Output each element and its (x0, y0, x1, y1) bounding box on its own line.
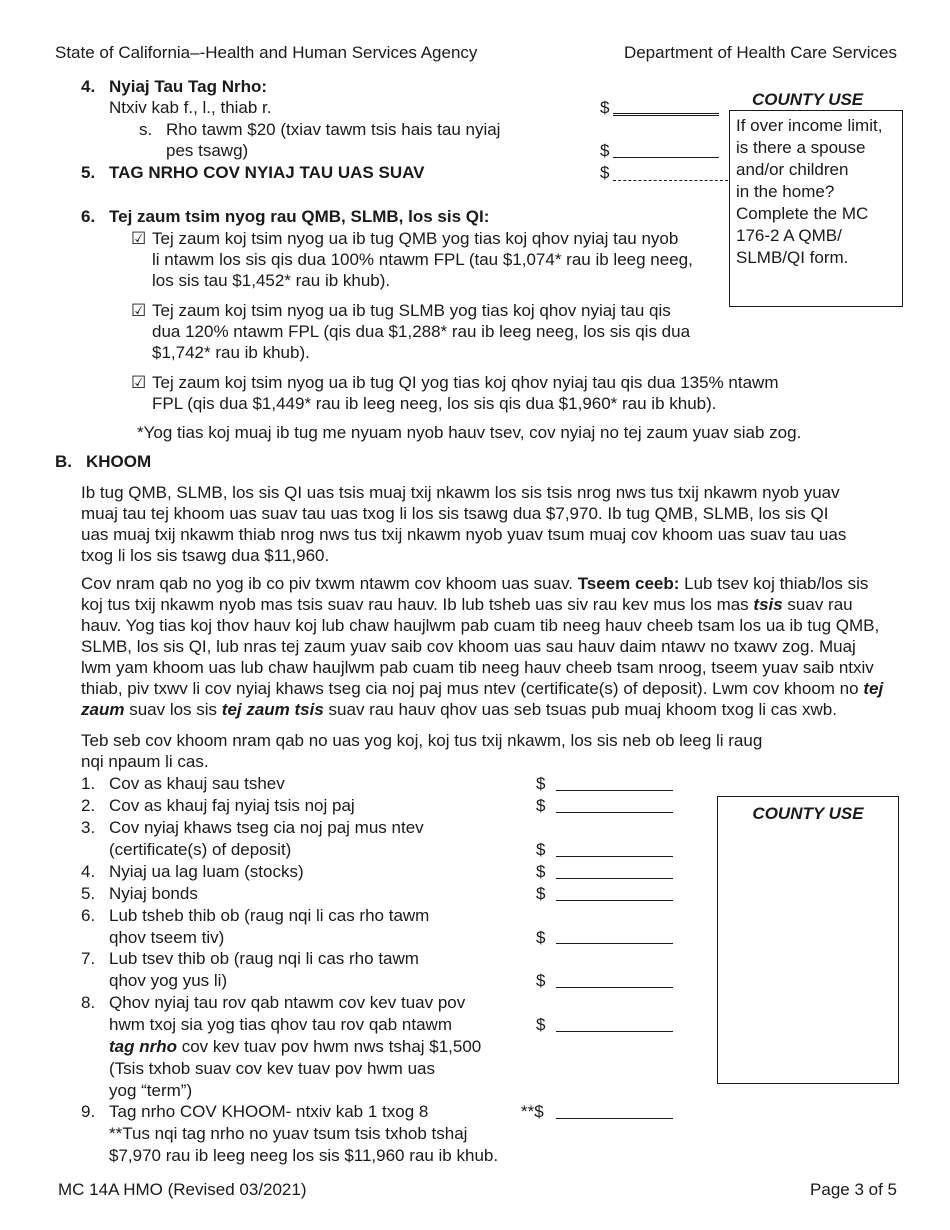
asset-label: Lub tsheb thib ob (raug nqi li cas rho tawm (109, 906, 430, 925)
asset-6-field[interactable] (556, 943, 673, 944)
county-note-line: in the home? (736, 182, 835, 201)
text: koj tus txij nkawm nyob mas tsis suav rau hauv. Ib lub tsheb uas siv rau kev mus los mas (81, 595, 754, 614)
dollar-sign: $ (536, 840, 546, 859)
asset-7-field[interactable] (556, 987, 673, 988)
asset8-line: hwm txoj sia yog tias qhov tau rov qab ntawm (109, 1015, 452, 1034)
asset9-line: $7,970 rau ib leeg neeg los sis $11,960 rau ib khub. (109, 1146, 499, 1165)
checkbox-qmb[interactable]: ☑ (131, 229, 147, 248)
checkbox-slmb[interactable]: ☑ (131, 301, 147, 320)
county-use-box-1 (729, 110, 903, 307)
secB-p1-line: muaj tau tej khoom uas suav tau uas txog li los sis tsawg dua $7,970. Ib tug QMB, SLMB, los sis QI (81, 504, 829, 523)
asset-num: 6. (81, 906, 96, 925)
important-label: Tseem ceeb: (577, 574, 680, 593)
checkbox-qi[interactable]: ☑ (131, 373, 147, 392)
asset-num: 1. (81, 774, 96, 793)
county-note-line: If over income limit, (736, 116, 883, 135)
secB-p2-line (81, 678, 883, 699)
asset-5-field[interactable] (556, 900, 673, 901)
asset-num: 3. (81, 818, 96, 837)
asset-num: 7. (81, 949, 96, 968)
emphasis: zaum (81, 700, 125, 719)
asset-total-field[interactable] (556, 1118, 673, 1119)
sec5-amount-field[interactable] (613, 180, 728, 181)
county-use-title-2: COUNTY USE (752, 804, 864, 823)
text: suav rau (782, 595, 853, 614)
asset-num: 9. (81, 1102, 96, 1121)
dollar-sign: $ (536, 774, 546, 793)
slmb-text: Tej zaum koj tsim nyog ua ib tug SLMB yog tias koj qhov nyiaj tau qis (152, 301, 671, 320)
asset-num: 8. (81, 993, 96, 1012)
text: cov kev tuav pov hwm nws tshaj $1,500 (177, 1037, 482, 1056)
text: suav los sis (124, 700, 222, 719)
asset-3-field[interactable] (556, 856, 673, 857)
asset8-line: Qhov nyiaj tau rov qab ntawm cov kev tuav pov (109, 993, 466, 1012)
sec4-s-text: Rho tawm $20 (txiav tawm tsis hais tau nyiaj (166, 120, 501, 139)
secB-p3-line: Teb seb cov khoom nram qab no uas yog koj, koj tus txij nkawm, los sis neb ob leeg li raug (81, 731, 763, 750)
county-use-title-1: COUNTY USE (752, 90, 864, 109)
asset-label: qhov tseem tiv) (109, 928, 225, 947)
asset-label: Nyiaj bonds (109, 884, 198, 903)
dollar-sign: $ (536, 862, 546, 881)
dollar-sign: $ (600, 141, 610, 160)
asset-label: Cov as khauj sau tshev (109, 774, 285, 793)
asset-1-field[interactable] (556, 790, 673, 791)
emphasis: tej zaum tsis (221, 700, 324, 719)
dollar-sign: $ (536, 884, 546, 903)
asset-label: Nyiaj ua lag luam (stocks) (109, 862, 304, 881)
county-note-line: 176-2 A QMB/ (736, 226, 842, 245)
asset8-line: yog “term”) (109, 1081, 193, 1100)
text: thiab, piv txwv li cov nyiaj khaws tseg cia noj paj mus ntev (certificate(s) of deposit). Lwm cov khoom no (81, 679, 864, 698)
county-note-line: and/or children (736, 160, 849, 179)
secB-p2-line (81, 594, 853, 615)
asset-4-field[interactable] (556, 878, 673, 879)
sec4-amount-field[interactable] (613, 113, 719, 116)
sec4-sub: Ntxiv kab f., l., thiab r. (109, 98, 272, 117)
slmb-text: $1,742* rau ib khub). (152, 343, 310, 362)
secB-p1-line: uas muaj txij nkawm thiab nrog nws tus txij nkawm nyob yuav tsum muaj cov khoom uas suav tau uas (81, 525, 847, 544)
qmb-text: los sis tau $1,452* rau ib khub). (152, 271, 391, 290)
dollar-sign: $ (536, 796, 546, 815)
dollar-sign: $ (536, 928, 546, 947)
qmb-text: li ntawm los sis qis dua 100% ntawm FPL (tau $1,074* rau ib leeg neeg, (152, 250, 693, 269)
sec5-title: TAG NRHO COV NYIAJ TAU UAS SUAV (109, 163, 425, 182)
asset-8-field[interactable] (556, 1031, 673, 1032)
sec6-title: Tej zaum tsim nyog rau QMB, SLMB, los sis QI: (109, 207, 490, 226)
asset8-line (109, 1036, 481, 1057)
asset8-line: (Tsis txhob suav cov kev tuav pov hwm uas (109, 1059, 435, 1078)
qi-text: Tej zaum koj tsim nyog ua ib tug QI yog tias koj qhov nyiaj tau qis dua 135% ntawm (152, 373, 779, 392)
asset-num: 5. (81, 884, 96, 903)
footer-page-number: Page 3 of 5 (810, 1180, 897, 1199)
secB-p3-line: nqi npaum li cas. (81, 752, 209, 771)
county-use-box-2 (717, 796, 899, 1084)
county-note-line: is there a spouse (736, 138, 866, 157)
sec6-num: 6. (81, 207, 96, 226)
qi-text: FPL (qis dua $1,449* rau ib leeg neeg, los sis qis dua $1,960* rau ib khub). (152, 394, 717, 413)
dollar-sign: $ (600, 98, 610, 117)
text: Cov nram qab no yog ib co piv txwm ntawm cov khoom uas suav. (81, 574, 578, 593)
slmb-text: dua 120% ntawm FPL (qis dua $1,288* rau ib leeg neeg, los sis qis dua (152, 322, 691, 341)
county-note-line: SLMB/QI form. (736, 248, 849, 267)
emphasis: tsis (753, 595, 783, 614)
secB-p2-line: hauv. Yog tias koj thov hauv koj lub chaw haujlwm pab cuam tib neeg hauv cheeb tsam los ua ib tug QMB, (81, 616, 880, 635)
sec4-title: Nyiaj Tau Tag Nrho: (109, 77, 268, 96)
asset-num: 4. (81, 862, 96, 881)
sec4-num: 4. (81, 77, 96, 96)
asset-label: Lub tsev thib ob (raug nqi li cas rho tawm (109, 949, 419, 968)
secB-p2-line: SLMB, los sis QI, lub nras tej zaum yuav saib cov khoom uas sau hauv daim ntawv no txawv zog. Muaj (81, 637, 856, 656)
secB-letter: B. (55, 452, 72, 471)
secB-p2-line: lwm yam khoom uas lub chaw haujlwm pab cuam tib neeg hauv cheeb tsam nroog, tseem yuav saib ntxiv (81, 658, 874, 677)
asset9-line: Tag nrho COV KHOOM- ntxiv kab 1 txog 8 (109, 1102, 429, 1121)
total-dollar-sign: **$ (521, 1102, 544, 1121)
sec4s-amount-field[interactable] (613, 157, 719, 158)
secB-title: KHOOM (86, 452, 152, 471)
qmb-text: Tej zaum koj tsim nyog ua ib tug QMB yog tias koj qhov nyiaj tau nyob (152, 229, 679, 248)
emphasis: tag nrho (109, 1037, 177, 1056)
asset-label: qhov yog yus li) (109, 971, 228, 990)
secB-p1-line: Ib tug QMB, SLMB, los sis QI uas tsis muaj txij nkawm los sis tsis nrog nws tus txij nkawm nyob yuav (81, 483, 840, 502)
county-note-line: Complete the MC (736, 204, 869, 223)
dollar-sign: $ (536, 971, 546, 990)
asset-label: (certificate(s) of deposit) (109, 840, 292, 859)
asset-2-field[interactable] (556, 812, 673, 813)
county-use-note (736, 115, 882, 269)
secB-p2-line (81, 699, 837, 720)
sec4-s-label: s. (139, 120, 153, 139)
footer-form-id: MC 14A HMO (Revised 03/2021) (58, 1180, 307, 1199)
sec6-footnote: *Yog tias koj muaj ib tug me nyuam nyob hauv tsev, cov nyiaj no tej zaum yuav siab zog. (137, 423, 802, 442)
sec5-num: 5. (81, 163, 96, 182)
asset9-line: **Tus nqi tag nrho no yuav tsum tsis txhob tshaj (109, 1124, 468, 1143)
asset-num: 2. (81, 796, 96, 815)
header-department: Department of Health Care Services (623, 43, 897, 62)
sec4-s-text2: pes tsawg) (166, 141, 249, 160)
text: suav rau hauv qhov uas seb tsuas pub muaj khoom txog li cas xwb. (323, 700, 837, 719)
text: Lub tsev koj thiab/los sis (679, 574, 869, 593)
secB-p1-line: txog li los sis tsawg dua $11,960. (81, 546, 330, 565)
asset-label: Cov as khauj faj nyiaj tsis noj paj (109, 796, 355, 815)
secB-p2-line (81, 573, 868, 594)
dollar-sign: $ (600, 163, 610, 182)
emphasis: tej (863, 679, 884, 698)
asset-label: Cov nyiaj khaws tseg cia noj paj mus ntev (109, 818, 424, 837)
dollar-sign: $ (536, 1015, 546, 1034)
header-agency: State of California–-Health and Human Services Agency (55, 43, 478, 62)
